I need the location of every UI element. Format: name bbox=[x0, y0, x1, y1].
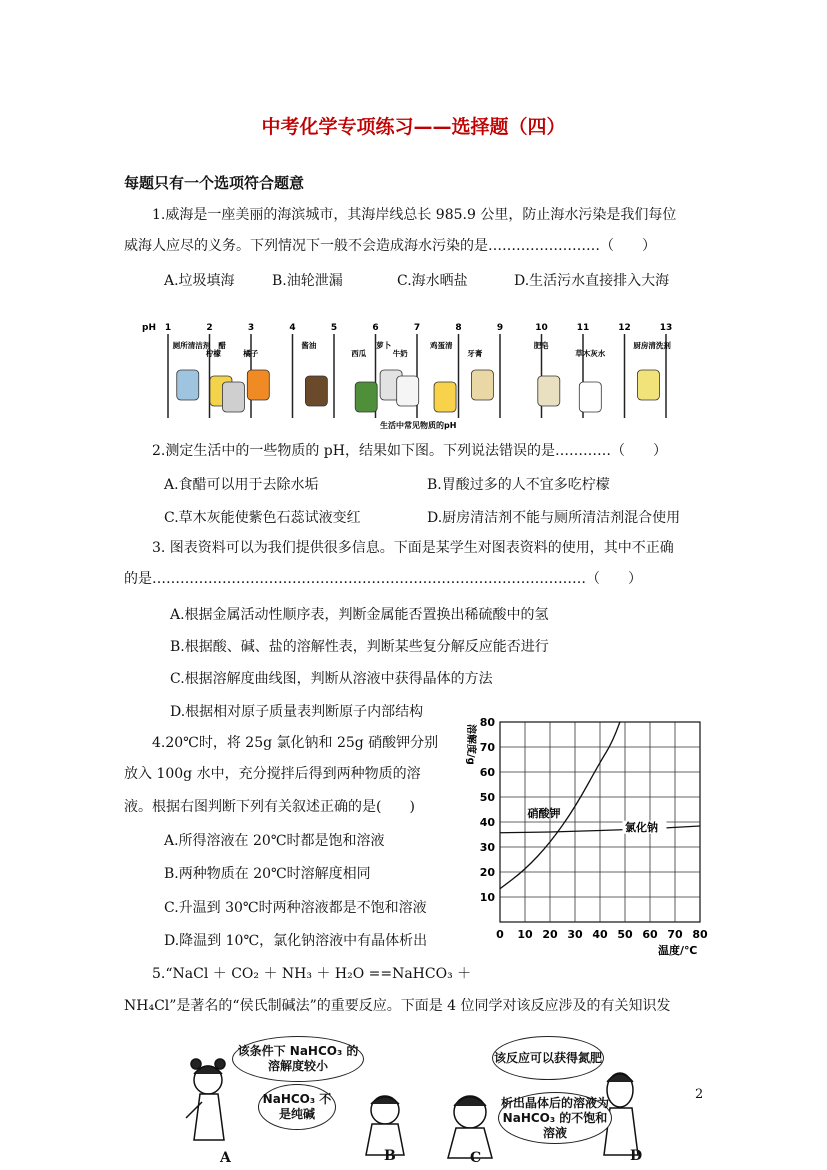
ph-tick-4: 4 bbox=[289, 323, 296, 333]
ph-item-label: 醋 bbox=[218, 341, 226, 350]
x-tick-label: 70 bbox=[667, 928, 683, 941]
student-a-figure bbox=[186, 1059, 225, 1140]
ph-item-label: 草木灰水 bbox=[575, 349, 606, 358]
ph-item-label: 西瓜 bbox=[351, 349, 367, 358]
y-axis-label: 溶解度/g bbox=[465, 724, 476, 765]
q4-option-d[interactable]: D.降温到 10℃，氯化钠溶液中有晶体析出 bbox=[164, 933, 428, 949]
ph-item-label: 厨房清洗剂 bbox=[633, 341, 671, 350]
y-tick-label: 80 bbox=[479, 716, 495, 729]
x-tick-label: 30 bbox=[567, 928, 583, 941]
label-b: B bbox=[384, 1148, 396, 1164]
ph-item bbox=[534, 340, 560, 406]
ph-item-label: 酱油 bbox=[301, 341, 317, 350]
ph-item-marker bbox=[222, 382, 244, 412]
ph-item bbox=[467, 348, 493, 400]
y-tick-label: 30 bbox=[479, 841, 495, 854]
ph-item-label: 牙膏 bbox=[467, 349, 483, 358]
solubility-chart bbox=[460, 712, 710, 962]
q1-option-b[interactable]: B.油轮泄漏 bbox=[272, 273, 343, 289]
ph-tick-9: 9 bbox=[496, 323, 504, 333]
ph-item-marker bbox=[247, 370, 269, 400]
ph-item bbox=[172, 340, 211, 400]
speech-bubble-a: 该条件下 NaHCO₃ 的溶解度较小 bbox=[232, 1036, 364, 1082]
q3-line2: 的是…………………………………………………………………………………（ ） bbox=[124, 571, 642, 587]
ph-item-marker bbox=[305, 376, 327, 406]
q1-line2: 威海人应尽的义务。下列情况下一般不会造成海水污染的是……………………（ ） bbox=[124, 238, 656, 254]
x-tick-label: 50 bbox=[617, 928, 633, 941]
q1-line1: 1.威海是一座美丽的海滨城市，其海岸线总长 985.9 公里，防止海水污染是我们每位 bbox=[152, 207, 677, 223]
ph-item-marker bbox=[434, 382, 456, 412]
q4-option-c[interactable]: C.升温到 30℃时两种溶液都是不饱和溶液 bbox=[164, 900, 427, 916]
x-tick-label: 60 bbox=[642, 928, 658, 941]
y-tick-label: 40 bbox=[479, 816, 495, 829]
ph-item-marker bbox=[355, 382, 377, 412]
y-tick-label: 70 bbox=[479, 741, 495, 754]
ph-item-label: 萝卜 bbox=[376, 341, 392, 350]
ph-item bbox=[575, 348, 605, 412]
ph-item-marker bbox=[471, 370, 493, 400]
x-axis-label: 温度/℃ bbox=[658, 944, 698, 957]
y-tick-label: 50 bbox=[479, 791, 495, 804]
q2-option-b[interactable]: B.胃酸过多的人不宜多吃柠檬 bbox=[427, 477, 610, 493]
ph-item-marker bbox=[397, 376, 419, 406]
ph-tick-13: 13 bbox=[659, 323, 673, 333]
q4-option-b[interactable]: B.两种物质在 20℃时溶解度相同 bbox=[164, 866, 371, 882]
ph-item-label: 牛奶 bbox=[392, 349, 408, 358]
ph-item-label: 橘子 bbox=[243, 349, 259, 358]
q4-line1: 4.20℃时，将 25g 氯化钠和 25g 硝酸钾分别 bbox=[152, 735, 439, 751]
ph-item bbox=[242, 348, 269, 400]
ph-item-marker bbox=[579, 382, 601, 412]
ph-tick-3: 3 bbox=[247, 323, 255, 333]
cartoon-figure bbox=[180, 1030, 660, 1170]
q3-option-c[interactable]: C.根据溶解度曲线图，判断从溶液中获得晶体的方法 bbox=[170, 671, 493, 687]
series-label-nacl: 氯化钠 bbox=[625, 820, 658, 834]
q3-option-b[interactable]: B.根据酸、碱、盐的溶解性表，判断某些复分解反应能否进行 bbox=[170, 639, 549, 655]
x-tick-label: 80 bbox=[692, 928, 708, 941]
label-a: A bbox=[220, 1150, 231, 1166]
x-tick-label: 40 bbox=[592, 928, 608, 941]
ph-item-label: 厕所清洁剂 bbox=[172, 341, 211, 350]
x-tick-label: 0 bbox=[496, 928, 504, 941]
ph-figure bbox=[140, 318, 700, 430]
ph-item bbox=[351, 348, 377, 412]
q2-option-a[interactable]: A.食醋可以用于去除水垢 bbox=[164, 477, 319, 493]
ph-item-label: 柠檬 bbox=[205, 349, 221, 358]
y-tick-label: 20 bbox=[479, 866, 495, 879]
q4-line2: 放入 100g 水中，充分搅拌后得到两种物质的溶 bbox=[124, 766, 421, 782]
student-c-figure bbox=[448, 1096, 492, 1158]
q4-line3: 液。根据右图判断下列有关叙述正确的是( ) bbox=[124, 799, 415, 815]
series-line-kno3 bbox=[500, 712, 625, 889]
q4-option-a[interactable]: A.所得溶液在 20℃时都是饱和溶液 bbox=[164, 833, 385, 849]
ph-item-marker bbox=[538, 376, 560, 406]
x-tick-label: 10 bbox=[517, 928, 533, 941]
q1-option-a[interactable]: A.垃圾填海 bbox=[164, 273, 235, 289]
page-title: 中考化学专项练习——选择题（四） bbox=[261, 116, 566, 138]
ph-tick-2: 2 bbox=[206, 323, 213, 333]
ph-item-label: 鸡蛋清 bbox=[430, 341, 453, 350]
ph-item-label: 肥皂 bbox=[533, 341, 549, 350]
q3-option-a[interactable]: A.根据金属活动性顺序表，判断金属能否置换出稀硫酸中的氢 bbox=[170, 607, 549, 623]
ph-tick-5: 5 bbox=[330, 323, 338, 333]
label-c: C bbox=[470, 1150, 482, 1166]
thought-bubble-b: NaHCO₃ 不是纯碱 bbox=[258, 1084, 336, 1130]
ph-tick-10: 10 bbox=[535, 323, 548, 333]
ph-item-marker bbox=[637, 370, 659, 400]
x-tick-label: 20 bbox=[542, 928, 558, 941]
ph-tick-1: 1 bbox=[164, 323, 172, 333]
q3-line1: 3. 图表资料可以为我们提供很多信息。下面是某学生对图表资料的使用，其中不正确 bbox=[152, 540, 674, 556]
y-tick-label: 60 bbox=[479, 766, 495, 779]
y-tick-label: 10 bbox=[479, 891, 495, 904]
speech-bubble-c: 该反应可以获得氮肥 bbox=[492, 1036, 604, 1080]
ph-tick-11: 11 bbox=[576, 323, 590, 333]
label-d: D bbox=[630, 1148, 643, 1164]
ph-item bbox=[429, 340, 456, 412]
speech-bubble-d: 析出晶体后的溶液为 NaHCO₃ 的不饱和溶液 bbox=[498, 1092, 612, 1144]
q2-option-d[interactable]: D.厨房清洁剂不能与厕所清洁剂混合使用 bbox=[427, 510, 681, 526]
q5-line1: 5.“NaCl ＋ CO₂ ＋ NH₃ ＋ H₂O ==NaHCO₃ ＋ bbox=[152, 966, 472, 982]
q1-option-c[interactable]: C.海水晒盐 bbox=[397, 273, 468, 289]
q1-option-d[interactable]: D.生活污水直接排入大海 bbox=[514, 273, 670, 289]
student-b-figure bbox=[366, 1096, 404, 1155]
ph-tick-7: 7 bbox=[413, 323, 421, 333]
ph-tick-6: 6 bbox=[372, 323, 379, 333]
series-label-kno3: 硝酸钾 bbox=[527, 807, 561, 820]
q3-option-d[interactable]: D.根据相对原子质量表判断原子内部结构 bbox=[170, 704, 424, 720]
instruction: 每题只有一个选项符合题意 bbox=[124, 174, 305, 192]
ph-tick-12: 12 bbox=[618, 323, 631, 333]
page-number: 2 bbox=[695, 1087, 704, 1102]
ph-caption: 生活中常见物质的pH bbox=[380, 421, 457, 430]
q5-line2: NH₄Cl”是著名的“侯氏制碱法”的重要反应。下面是 4 位同学对该反应涉及的有关知识发 bbox=[124, 998, 671, 1014]
ph-item-marker bbox=[177, 370, 199, 400]
ph-tick-8: 8 bbox=[455, 323, 462, 333]
q2-stem: 2.测定生活中的一些物质的 pH，结果如下图。下列说法错误的是…………（ ） bbox=[152, 443, 667, 459]
ph-item bbox=[301, 340, 327, 406]
ph-axis-label: pH bbox=[142, 323, 156, 333]
q2-option-c[interactable]: C.草木灰能使紫色石蕊试液变红 bbox=[164, 510, 361, 526]
